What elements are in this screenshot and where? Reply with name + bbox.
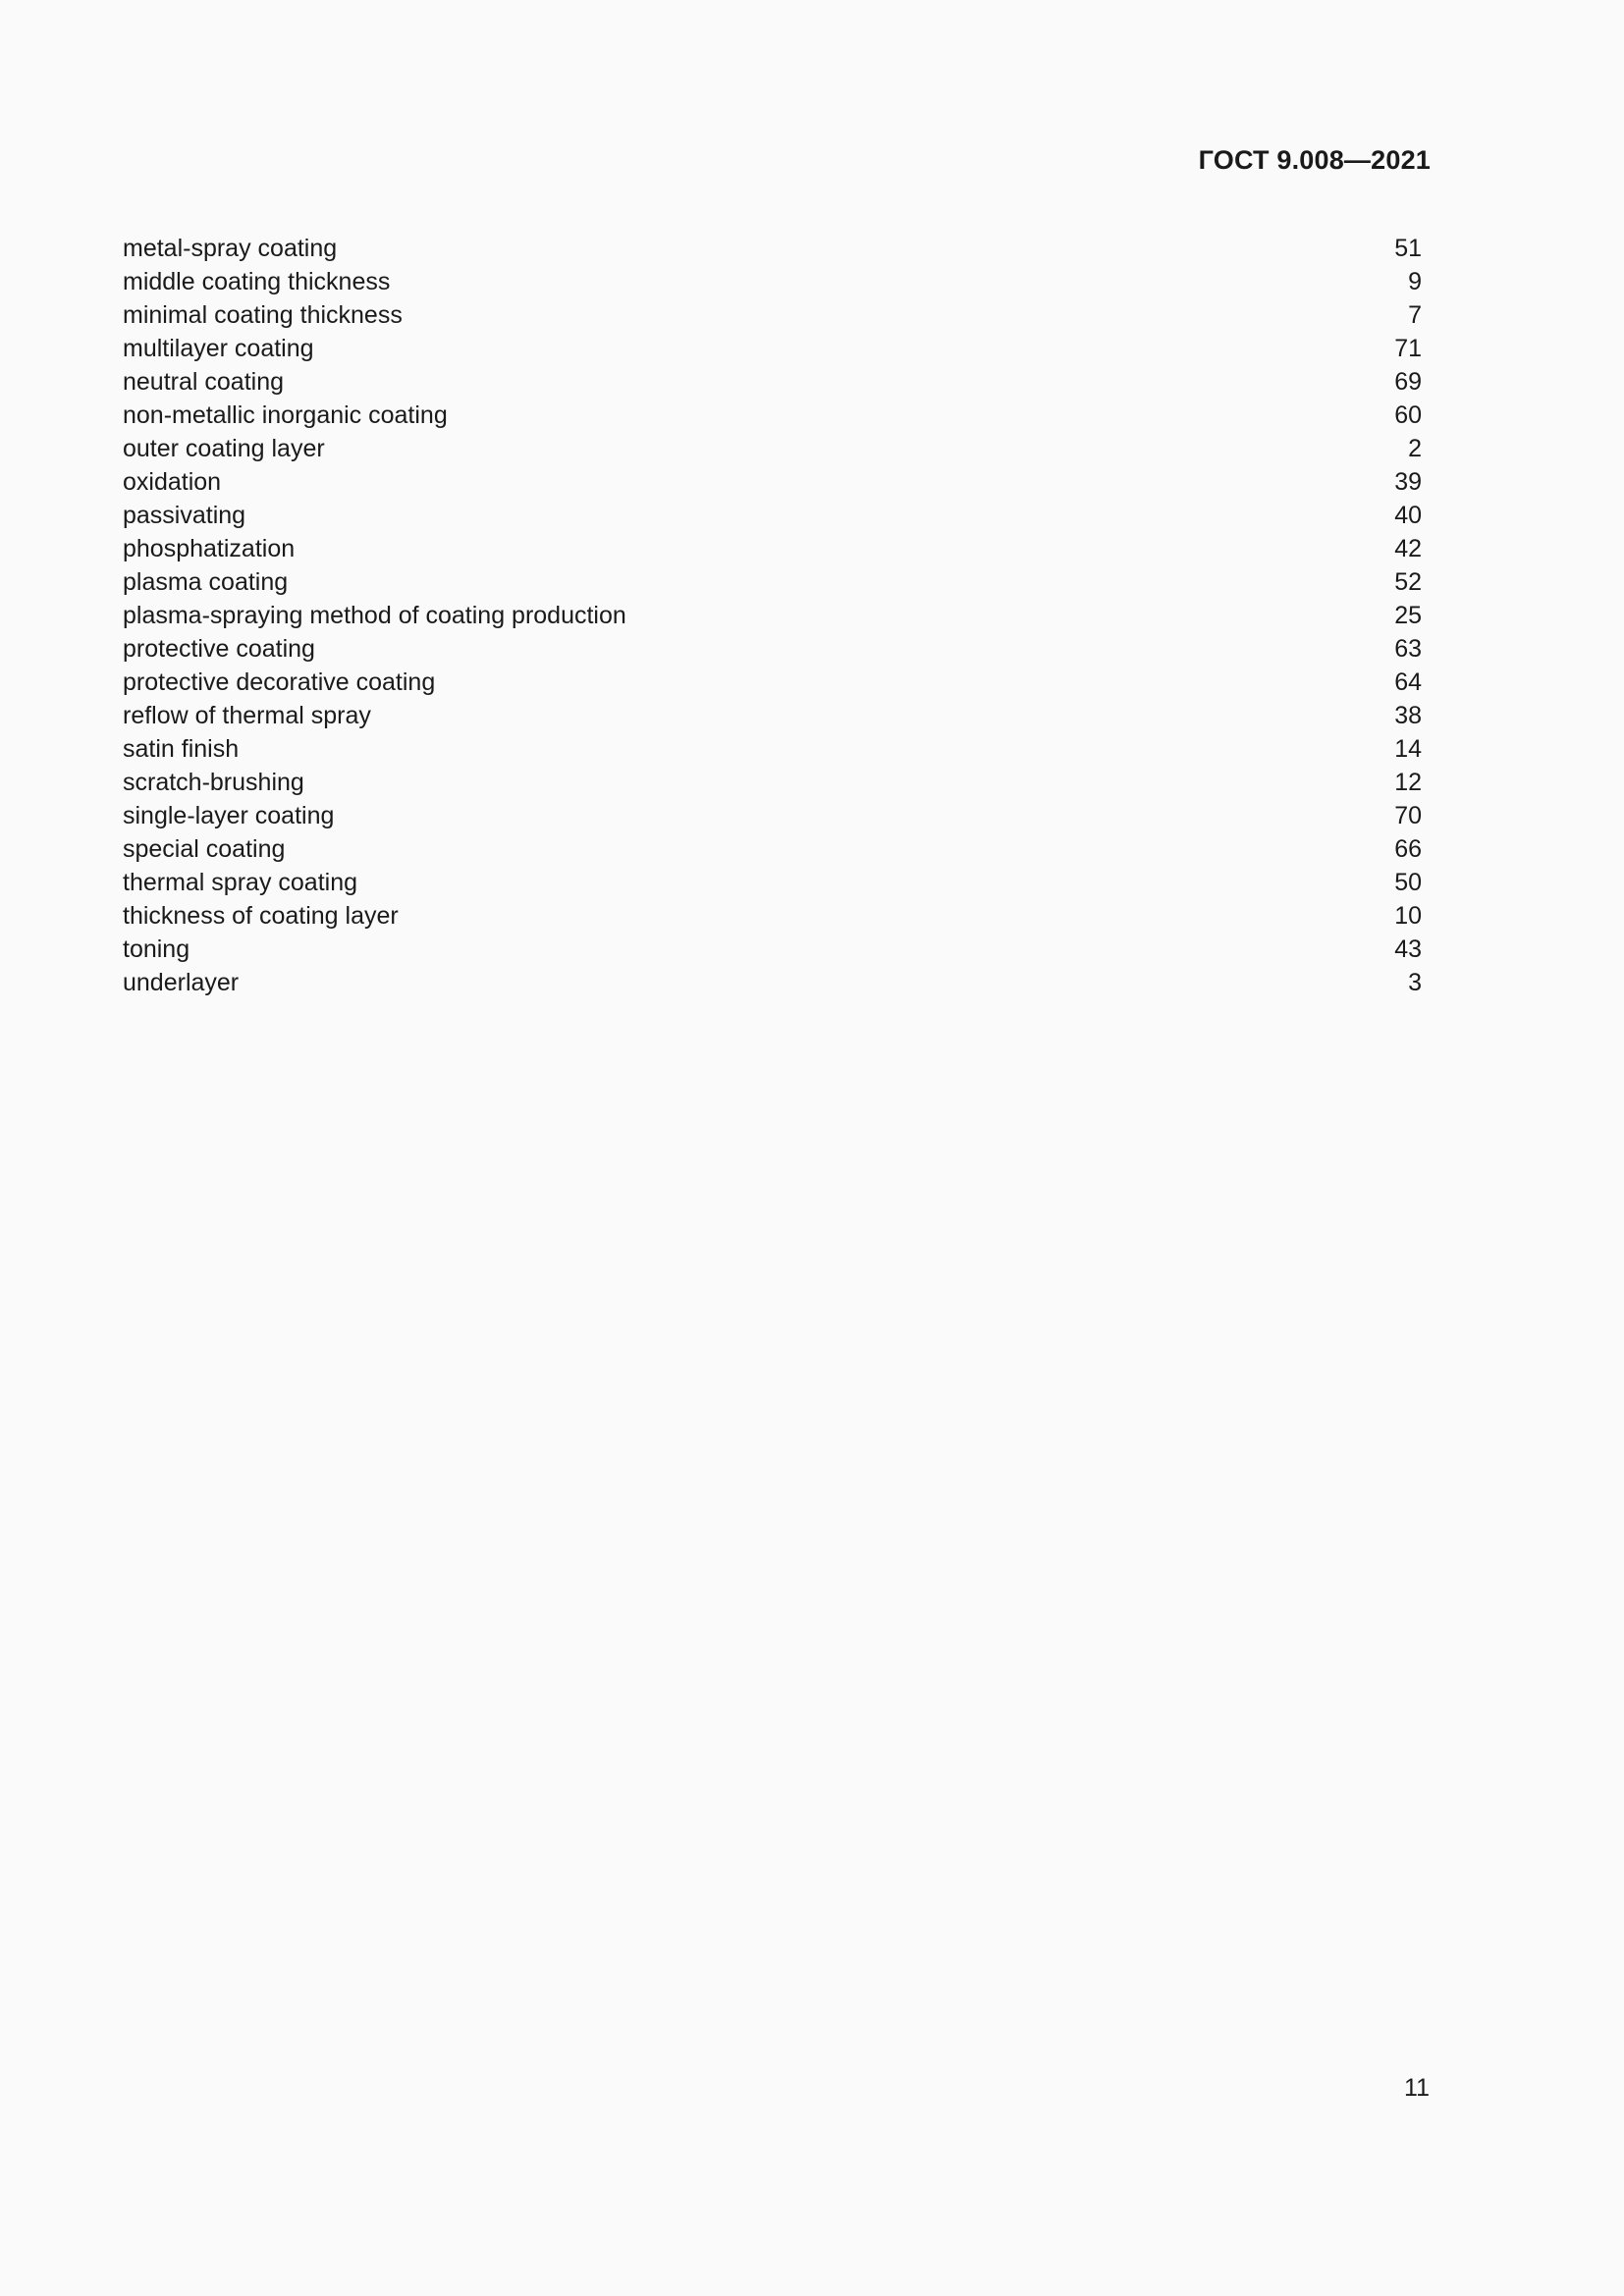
index-term: thickness of coating layer — [123, 902, 399, 930]
index-term-number: 64 — [1394, 668, 1422, 696]
index-term: oxidation — [123, 468, 222, 496]
index-entry — [123, 966, 1422, 999]
index-term-number: 60 — [1394, 401, 1422, 429]
index-term: protective decorative coating — [123, 668, 436, 696]
index-entry — [123, 632, 1422, 666]
index-entry — [123, 399, 1422, 432]
index-term-number: 7 — [1408, 301, 1422, 329]
index-term-number: 63 — [1394, 635, 1422, 663]
index-entry — [123, 365, 1422, 399]
index-term: passivating — [123, 502, 246, 529]
index-entry — [123, 899, 1422, 933]
index-entry — [123, 866, 1422, 899]
term-index-list — [123, 232, 1422, 999]
index-term: metal-spray coating — [123, 235, 338, 262]
index-entry — [123, 799, 1422, 832]
index-term: single-layer coating — [123, 802, 335, 829]
index-term: reflow of thermal spray — [123, 702, 371, 729]
index-entry — [123, 766, 1422, 799]
index-entry — [123, 565, 1422, 599]
index-term: non-metallic inorganic coating — [123, 401, 448, 429]
index-term-number: 25 — [1394, 602, 1422, 629]
index-term-number: 71 — [1394, 335, 1422, 362]
index-entry — [123, 933, 1422, 966]
index-entry — [123, 232, 1422, 265]
index-entry — [123, 832, 1422, 866]
index-term-number: 10 — [1394, 902, 1422, 930]
index-term: underlayer — [123, 969, 240, 996]
index-term: middle coating thickness — [123, 268, 391, 295]
index-term: phosphatization — [123, 535, 296, 562]
index-term: multilayer coating — [123, 335, 314, 362]
index-term: neutral coating — [123, 368, 285, 396]
index-entry — [123, 732, 1422, 766]
index-term-number: 52 — [1394, 568, 1422, 596]
index-term-number: 50 — [1394, 869, 1422, 896]
index-term-number: 43 — [1394, 935, 1422, 963]
index-term-number: 40 — [1394, 502, 1422, 529]
index-term: outer coating layer — [123, 435, 325, 462]
index-term-number: 14 — [1394, 735, 1422, 763]
index-term-number: 2 — [1408, 435, 1422, 462]
index-term-number: 9 — [1408, 268, 1422, 295]
index-term: protective coating — [123, 635, 315, 663]
index-entry — [123, 599, 1422, 632]
page-number: 11 — [1404, 2074, 1430, 2102]
index-term: minimal coating thickness — [123, 301, 403, 329]
index-entry — [123, 699, 1422, 732]
index-term-number: 69 — [1394, 368, 1422, 396]
index-term: thermal spray coating — [123, 869, 358, 896]
index-entry — [123, 666, 1422, 699]
index-term-number: 38 — [1394, 702, 1422, 729]
index-term: satin finish — [123, 735, 240, 763]
index-term-number: 42 — [1394, 535, 1422, 562]
index-entry — [123, 532, 1422, 565]
index-entry — [123, 499, 1422, 532]
index-term: toning — [123, 935, 190, 963]
index-term-number: 12 — [1394, 769, 1422, 796]
index-entry — [123, 332, 1422, 365]
index-term: special coating — [123, 835, 286, 863]
document-header: ГОСТ 9.008—2021 — [1198, 145, 1431, 175]
index-entry — [123, 298, 1422, 332]
index-term: plasma coating — [123, 568, 289, 596]
index-term-number: 3 — [1408, 969, 1422, 996]
index-term: scratch-brushing — [123, 769, 304, 796]
index-term-number: 51 — [1394, 235, 1422, 262]
index-term-number: 66 — [1394, 835, 1422, 863]
index-term-number: 39 — [1394, 468, 1422, 496]
index-term: plasma-spraying method of coating production — [123, 602, 626, 629]
index-entry — [123, 432, 1422, 465]
index-entry — [123, 265, 1422, 298]
index-term-number: 70 — [1394, 802, 1422, 829]
index-entry — [123, 465, 1422, 499]
